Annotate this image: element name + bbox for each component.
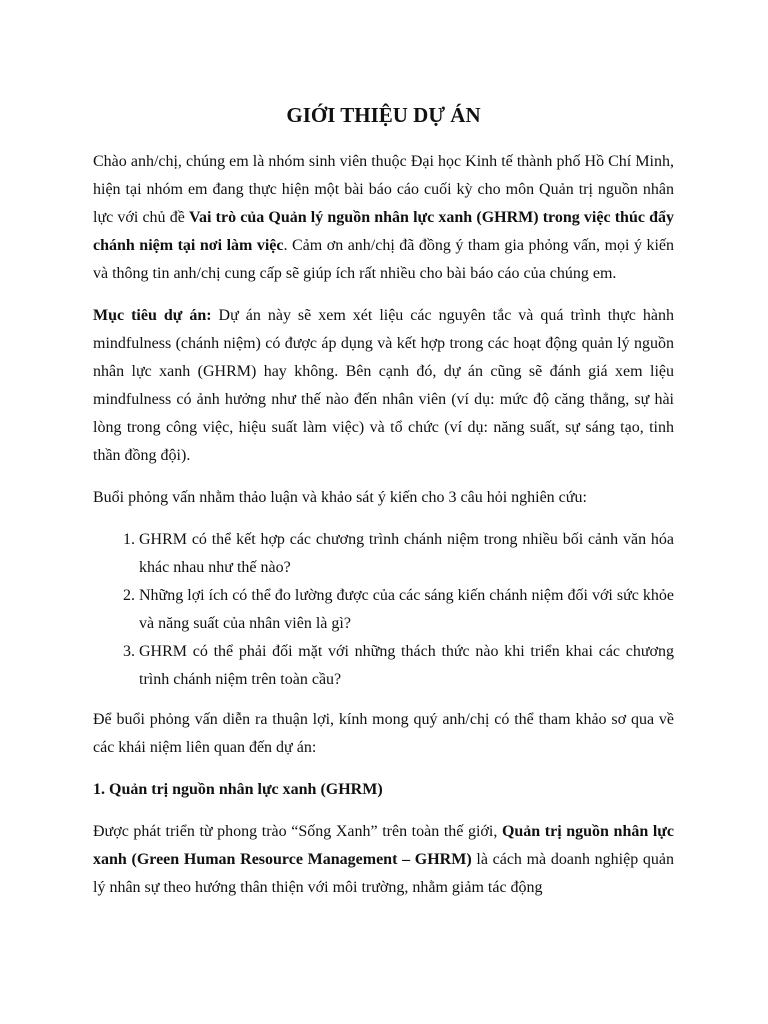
section1-text-2: là cách mà doanh nghiệp quản lý nhân sự theo hướng thân thiện với môi trường, nhằm giảm tác động [93,851,675,896]
section1-paragraph [93,818,674,902]
section1-text-1: Được phát triển từ phong trào “Sống Xanh” trên toàn thế giới, [93,823,502,840]
interview-intro: Buổi phỏng vấn nhằm thảo luận và khảo sát ý kiến cho 3 câu hỏi nghiên cứu: [93,489,587,506]
intro-topic-bold: Vai trò của Quản lý nguồn nhân lực xanh (GHRM) trong việc thúc đẩy chánh niệm tại nơi làm việc [93,209,675,254]
list-item: 1. GHRM có thể kết hợp các chương trình chánh niệm trong nhiều bối cảnh văn hóa khác nhau như thế nào? [139,526,674,582]
objective-text: Dự án này sẽ xem xét liệu các nguyên tắc và quá trình thực hành mindfulness (chánh niệm) có được áp dụng và kết hợp trong các hoạt động quản lý nguồn nhân lực xanh (GHRM) hay không. Bên cạnh đó, dự án cũng sẽ đánh giá xem liệu mindfulness có ảnh hưởng như thế nào đến nhân viên (ví dụ: mức độ căng thẳng, sự hài lòng trong công việc, hiệu suất làm việc) và tổ chức (ví dụ: năng suất, sự sáng tạo, tinh thần đồng đội). [93,307,674,464]
objective-paragraph [93,302,674,470]
intro-text-1: Chào anh/chị, chúng em là nhóm sinh viên thuộc Đại học Kinh tế thành phố Hồ Chí Minh, hiện tại nhóm em đang thực hiện một bài báo cáo cuối kỳ cho môn Quản trị nguồn nhân lực với chủ đề [93,153,674,226]
page-title: GIỚI THIỆU DỰ ÁN [286,103,481,127]
reference-note: Để buổi phỏng vấn diễn ra thuận lợi, kính mong quý anh/chị có thể tham khảo sơ qua về các khái niệm liên quan đến dự án: [93,711,674,756]
intro-paragraph [93,148,674,288]
list-item: 3. GHRM có thể phải đối mặt với những thách thức nào khi triển khai các chương trình chánh niệm trên toàn cầu? [139,638,674,694]
list-item: 2. Những lợi ích có thể đo lường được của các sáng kiến chánh niệm đối với sức khỏe và năng suất của nhân viên là gì? [139,582,674,638]
document-page [93,100,674,916]
research-questions-list [93,526,674,694]
section-heading: 1. Quản trị nguồn nhân lực xanh (GHRM) [93,781,383,798]
intro-text-2: . Cảm ơn anh/chị đã đồng ý tham gia phỏng vấn, mọi ý kiến và thông tin anh/chị cung cấp sẽ giúp ích rất nhiều cho bài báo cáo của chúng em. [93,237,675,282]
objective-label: Mục tiêu dự án: [93,307,212,324]
section1-ghrm-bold: Quản trị nguồn nhân lực xanh (Green Human Resource Management – GHRM) [93,823,674,868]
